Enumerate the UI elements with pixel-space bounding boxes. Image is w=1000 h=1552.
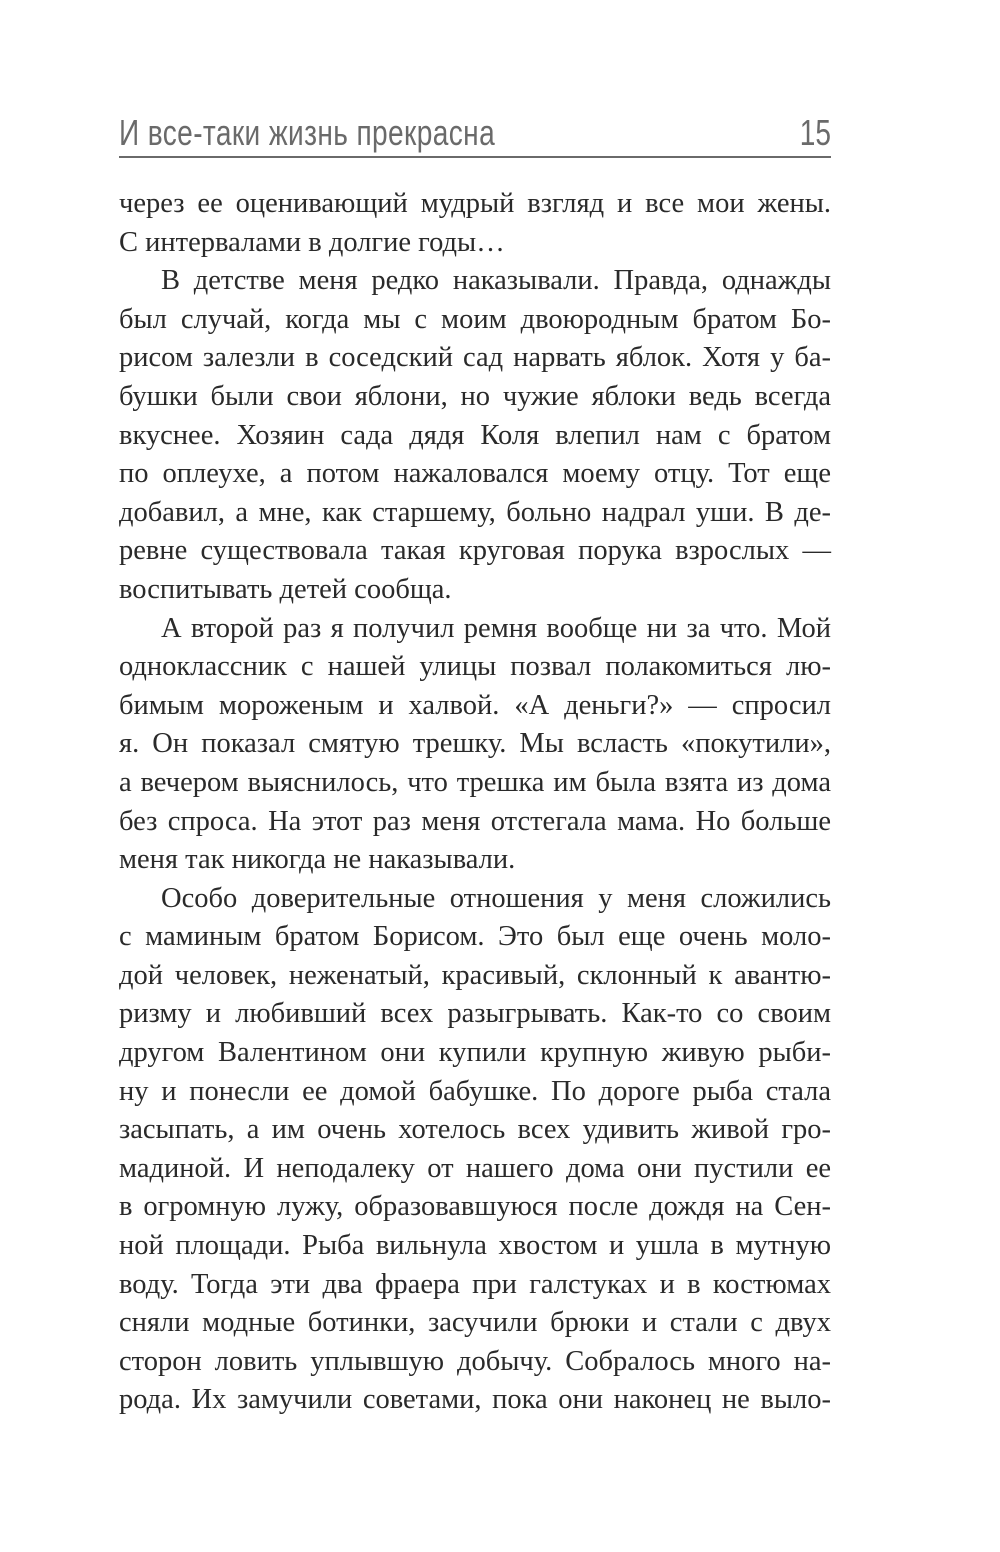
- running-head: [119, 110, 831, 158]
- text-line: по оплеухе, а потом нажаловался моему отцу. Тот еще: [119, 458, 831, 490]
- text-line: бимым мороженым и халвой. «А деньги?» — спросил: [119, 689, 831, 721]
- text-line: засыпать, а им очень хотелось всех удивить живой гро-: [119, 1114, 831, 1146]
- text-line: был случай, когда мы с моим двоюродным братом Бо-: [119, 303, 831, 335]
- text-line: ной площади. Рыба вильнула хвостом и ушла в мутную: [119, 1230, 831, 1262]
- text-line: сняли модные ботинки, засучили брюки и стали с двух: [119, 1307, 831, 1339]
- text-line: ну и понесли ее домой бабушке. По дороге рыба стала: [119, 1075, 831, 1107]
- text-line: воду. Тогда эти два фраера при галстуках и в костюмах: [119, 1268, 831, 1300]
- text-line: другом Валентином они купили крупную живую рыби-: [119, 1037, 831, 1069]
- running-head-title: И все-таки жизнь прекрасна: [119, 112, 496, 153]
- text-line: сторон ловить уплывшую добычу. Собралось много на-: [119, 1345, 831, 1377]
- text-line: я. Он показал смятую трешку. Мы всласть «покутили»,: [119, 728, 831, 760]
- text-line: рисом залезли в соседский сад нарвать яблок. Хотя у ба-: [119, 342, 831, 374]
- text-line: дой человек, неженатый, красивый, склонный к авантю-: [119, 959, 831, 991]
- text-line: в огромную лужу, образовавшуюся после дождя на Сен-: [119, 1191, 831, 1223]
- text-line: ревне существовала такая круговая порука взрослых —: [119, 535, 831, 567]
- text-line: с маминым братом Борисом. Это был еще очень моло-: [119, 921, 831, 953]
- text-line: мадиной. И неподалеку от нашего дома они пустили ее: [119, 1152, 831, 1184]
- text-line: Особо доверительные отношения у меня сложились: [161, 882, 831, 914]
- text-line: добавил, а мне, как старшему, больно надрал уши. В де-: [119, 496, 831, 528]
- text-line: вкуснее. Хозяин сада дядя Коля влепил нам с братом: [119, 419, 831, 451]
- page-number: 15: [799, 112, 831, 153]
- text-line: без спроса. На этот раз меня отстегала мама. Но больше: [119, 805, 831, 837]
- text-line: рода. Их замучили советами, пока они наконец не выло-: [119, 1384, 831, 1416]
- text-line: меня так никогда не наказывали.: [119, 844, 516, 876]
- text-line: бушки были свои яблони, но чужие яблоки ведь всегда: [119, 380, 831, 412]
- text-line: ризму и любивший всех разыгрывать. Как-то со своим: [119, 998, 831, 1030]
- text-line: через ее оценивающий мудрый взгляд и все мои жены.: [119, 188, 831, 219]
- text-line: а вечером выяснилось, что трешка им была взята из дома: [119, 766, 831, 798]
- text-line: С интервалами в долгие годы…: [119, 226, 505, 258]
- text-line: одноклассник с нашей улицы позвал полакомиться лю-: [119, 651, 831, 683]
- book-page: [119, 0, 831, 1552]
- text-line: В детстве меня редко наказывали. Правда, однажды: [161, 265, 831, 297]
- text-line: воспитывать детей сообща.: [119, 573, 452, 605]
- body-text: [119, 185, 831, 1420]
- text-line: А второй раз я получил ремня вообще ни за что. Мой: [161, 612, 831, 644]
